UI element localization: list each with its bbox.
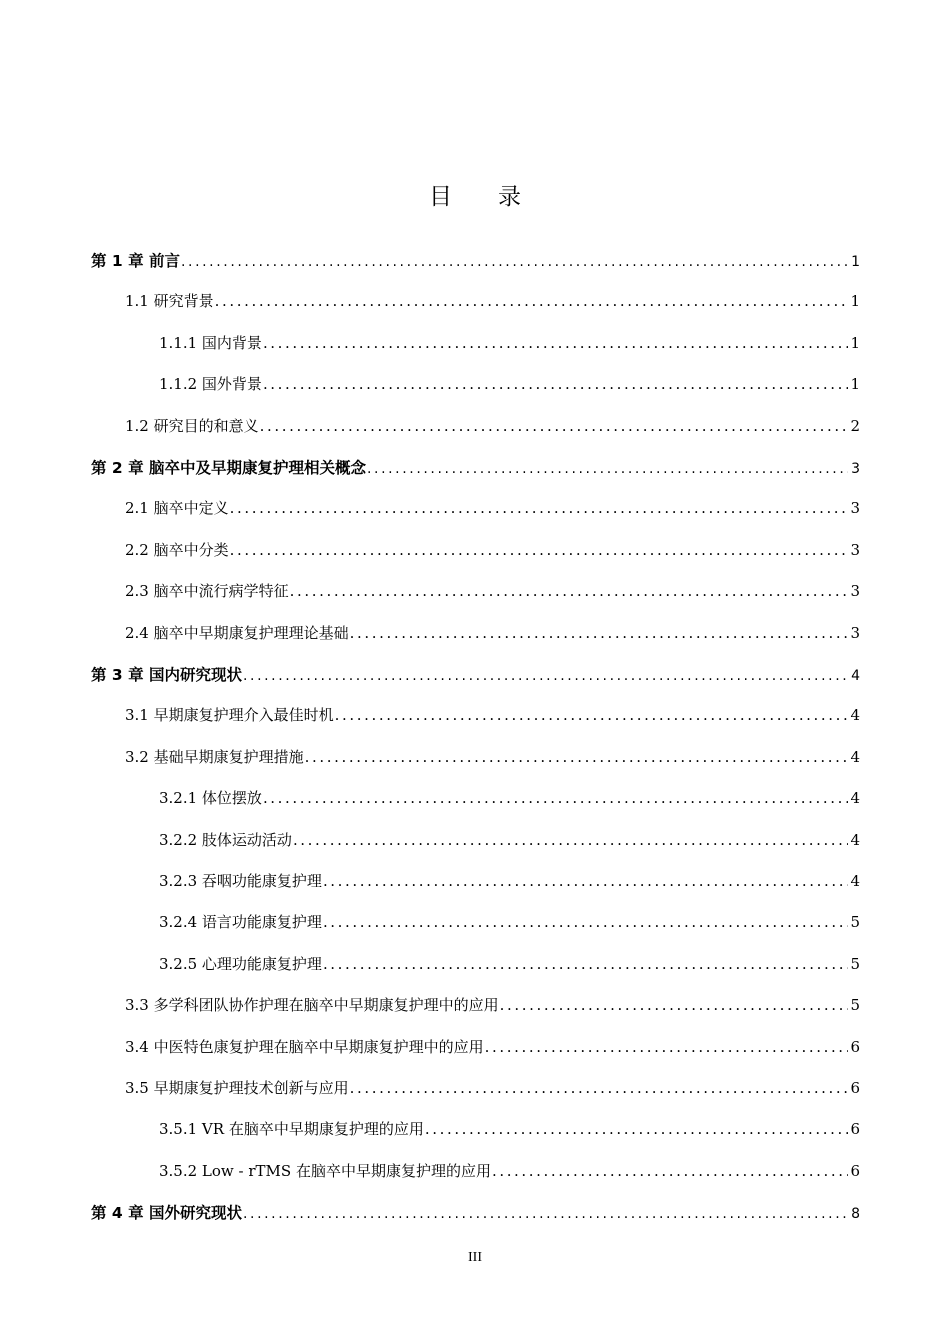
- toc-entry-page-number: 4: [850, 747, 860, 766]
- dot-leader: [500, 996, 848, 1014]
- toc-entry-label: 2.4 脑卒中早期康复护理理论基础: [125, 623, 349, 642]
- toc-entry-label: 3.5.2 Low - rTMS 在脑卒中早期康复护理的应用: [159, 1161, 491, 1180]
- dot-leader: [263, 789, 848, 807]
- toc-entry-label: 3.3 多学科团队协作护理在脑卒中早期康复护理中的应用: [125, 996, 499, 1015]
- toc-entry-page-number: 3: [850, 540, 860, 559]
- toc-entry-label: 3.1 早期康复护理介入最佳时机: [125, 706, 334, 725]
- dot-leader: [323, 955, 848, 973]
- toc-entry[interactable]: [125, 497, 860, 521]
- toc-entry-label: 3.2.1 体位摆放: [159, 789, 262, 808]
- toc-entry-label: 3.2 基础早期康复护理措施: [125, 747, 304, 766]
- toc-entry[interactable]: [91, 249, 860, 273]
- dot-leader: [263, 334, 848, 352]
- toc-entry-label: 2.2 脑卒中分类: [125, 540, 229, 559]
- dot-leader: [181, 254, 848, 270]
- toc-entry-label: 3.5.1 VR 在脑卒中早期康复护理的应用: [159, 1120, 424, 1139]
- dot-leader: [350, 624, 848, 642]
- toc-entry[interactable]: [125, 994, 860, 1018]
- toc-entry[interactable]: [159, 1118, 860, 1142]
- toc-entry[interactable]: [159, 787, 860, 811]
- toc-entry-page-number: 1: [850, 292, 860, 311]
- toc-entry-page-number: 6: [850, 1161, 860, 1180]
- toc-entry-page-number: 6: [850, 1037, 860, 1056]
- dot-leader: [323, 913, 848, 931]
- page-number-footer: III: [468, 1250, 482, 1265]
- dot-leader: [335, 706, 848, 724]
- toc-entry-page-number: 6: [850, 1120, 860, 1139]
- toc-entry[interactable]: [91, 1201, 860, 1225]
- toc-entry-page-number: 3: [851, 461, 860, 477]
- toc-entry[interactable]: [159, 911, 860, 935]
- toc-entry-label: 1.1 研究背景: [125, 292, 214, 311]
- toc-entry[interactable]: [159, 1160, 860, 1184]
- dot-leader: [323, 872, 848, 890]
- dot-leader: [260, 417, 848, 435]
- toc-entry-page-number: 5: [850, 913, 860, 932]
- toc-entry-page-number: 4: [851, 668, 860, 684]
- toc-entry[interactable]: [125, 580, 860, 604]
- toc-entry-page-number: 3: [850, 499, 860, 518]
- toc-entry-page-number: 8: [851, 1206, 860, 1223]
- toc-entry[interactable]: [159, 953, 860, 977]
- toc-entry[interactable]: [125, 1036, 860, 1060]
- toc-entry-page-number: 1: [850, 375, 860, 394]
- dot-leader: [243, 1206, 848, 1222]
- toc-entry-label: 第 2 章 脑卒中及早期康复护理相关概念: [91, 459, 366, 477]
- toc-entry-page-number: 4: [850, 706, 860, 725]
- toc-entry-page-number: 5: [850, 954, 860, 973]
- dot-leader: [290, 582, 848, 600]
- toc-entry[interactable]: [91, 456, 860, 480]
- dot-leader: [263, 375, 848, 393]
- toc-title-char-2: 录: [498, 184, 521, 210]
- dot-leader: [425, 1120, 848, 1138]
- toc-entry[interactable]: [125, 1077, 860, 1101]
- toc-entry-page-number: 4: [850, 830, 860, 849]
- toc-entry-label: 3.4 中医特色康复护理在脑卒中早期康复护理中的应用: [125, 1037, 484, 1056]
- toc-entry-label: 1.2 研究目的和意义: [125, 416, 259, 435]
- toc-entry-label: 2.3 脑卒中流行病学特征: [125, 582, 289, 601]
- toc-entry[interactable]: [159, 829, 860, 853]
- dot-leader: [243, 668, 848, 684]
- toc-entry-page-number: 3: [850, 623, 860, 642]
- toc-entry-label: 1.1.1 国内背景: [159, 333, 262, 352]
- dot-leader: [485, 1038, 848, 1056]
- toc-entry-page-number: 4: [850, 872, 860, 890]
- toc-entry-page-number: 1: [851, 254, 860, 270]
- toc-entry-label: 3.2.2 肢体运动活动: [159, 830, 292, 849]
- toc-entry[interactable]: [159, 870, 860, 894]
- toc-entry-label: 3.2.5 心理功能康复护理: [159, 954, 322, 973]
- dot-leader: [215, 292, 848, 310]
- toc-entry-label: 3.2.3 吞咽功能康复护理: [159, 872, 322, 890]
- toc-entry[interactable]: [159, 332, 860, 356]
- toc-entry-label: 2.1 脑卒中定义: [125, 499, 229, 518]
- dot-leader: [293, 831, 848, 849]
- toc-entry-label: 3.2.4 语言功能康复护理: [159, 913, 322, 932]
- toc-entry[interactable]: [125, 290, 860, 314]
- toc-entry[interactable]: [125, 746, 860, 770]
- dot-leader: [230, 499, 848, 517]
- toc-entry-page-number: 1: [850, 333, 860, 352]
- toc-entry-page-number: 5: [850, 996, 860, 1015]
- dot-leader: [492, 1162, 848, 1180]
- toc-entry-page-number: 6: [850, 1079, 860, 1097]
- toc-entry[interactable]: [125, 415, 860, 439]
- toc-entry-page-number: 3: [850, 582, 860, 601]
- toc-entry-label: 3.5 早期康复护理技术创新与应用: [125, 1079, 349, 1097]
- toc-entry-label: 第 3 章 国内研究现状: [91, 666, 242, 684]
- toc-title-char-1: 目: [429, 184, 452, 210]
- toc-entry[interactable]: [159, 373, 860, 397]
- toc-entry-label: 1.1.2 国外背景: [159, 375, 262, 394]
- toc-entry-page-number: 2: [850, 416, 860, 435]
- toc-entry[interactable]: [125, 539, 860, 563]
- dot-leader: [230, 541, 848, 559]
- toc-entry[interactable]: [125, 704, 860, 728]
- toc-entry[interactable]: [91, 663, 860, 687]
- toc-entry-page-number: 4: [850, 789, 860, 808]
- toc-entry-label: 第 1 章 前言: [91, 252, 180, 270]
- toc-entry-label: 第 4 章 国外研究现状: [91, 1204, 242, 1223]
- dot-leader: [367, 461, 848, 477]
- toc-entry[interactable]: [125, 622, 860, 646]
- dot-leader: [350, 1079, 848, 1097]
- toc-title: [0, 178, 950, 211]
- dot-leader: [305, 748, 848, 766]
